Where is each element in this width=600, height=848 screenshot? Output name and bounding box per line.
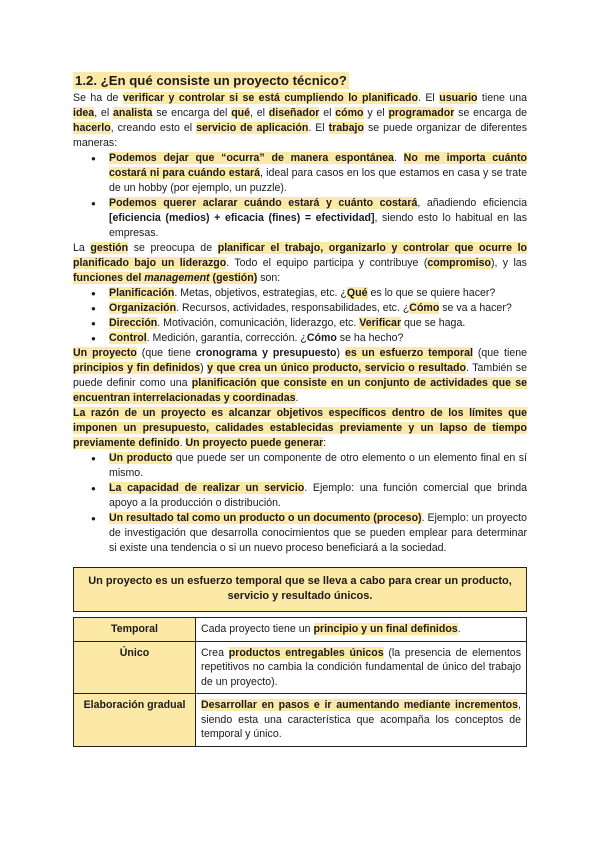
text-run: Verificar <box>359 317 402 329</box>
work-organization-list <box>73 151 527 241</box>
project-reason-paragraph <box>73 406 527 451</box>
list-item <box>109 331 527 346</box>
text-run: (gestión) <box>209 272 258 284</box>
intro-paragraph <box>73 91 527 151</box>
project-characteristics-table <box>73 567 527 747</box>
text-run: idea <box>73 107 95 119</box>
text-run: , el <box>94 107 113 119</box>
row-label: Único <box>74 641 196 694</box>
text-run: Un producto <box>109 452 173 464</box>
text-run: Dirección <box>109 317 158 329</box>
section-title: 1.2. ¿En qué consiste un proyecto técnico? <box>75 73 347 88</box>
text-run: servicio de aplicación <box>196 122 309 134</box>
row-label: Elaboración gradual <box>74 694 196 747</box>
text-run: . Recursos, actividades, responsabilidades, etc. ¿ <box>176 302 410 314</box>
text-run: Crea <box>201 646 229 659</box>
text-run: gestión <box>90 242 129 254</box>
text-run: , ideal para casos en los que estamos en casa y se trate de un hobby (por ejemplo, un puzzle). <box>109 167 528 194</box>
list-item <box>109 196 527 241</box>
text-run: trabajo <box>328 122 364 134</box>
text-run: se preocupa de <box>128 242 218 254</box>
text-run: management <box>144 272 210 284</box>
text-run: Cómo <box>306 332 337 344</box>
text-run: diseñador <box>268 107 320 119</box>
text-run: se ha hecho? <box>336 332 404 344</box>
text-run: . También se puede definir como una <box>73 362 527 389</box>
text-run: Planificación <box>109 287 175 299</box>
text-run: principio y un final definidos <box>313 623 458 635</box>
text-run: se encarga de <box>454 107 527 119</box>
text-run: , el <box>250 107 269 119</box>
text-run: se puede organizar de diferentes maneras: <box>73 122 527 149</box>
row-description <box>196 694 527 747</box>
project-outputs-list <box>73 451 527 556</box>
text-run: . Medición, garantía, corrección. ¿ <box>146 332 307 344</box>
text-run: . <box>393 152 404 164</box>
text-run: Cómo <box>409 302 440 314</box>
list-item <box>109 511 527 556</box>
text-run: La razón de un proyecto es alcanzar objetivos específicos dentro de los límites que imponen un presupuesto, calidades establecidas previamente y un lapso de tiempo previamente definido <box>73 407 527 449</box>
list-item <box>109 481 527 511</box>
text-run: Qué <box>346 287 368 299</box>
text-run: (que tiene <box>472 347 527 359</box>
text-run: planificar el trabajo, organizarlo y controlar que ocurre lo planificado bajo un liderazgo <box>73 242 527 269</box>
text-run: usuario <box>439 92 478 104</box>
text-run: y que crea un único producto, servicio o resultado <box>207 362 466 374</box>
text-run: es lo que se quiere hacer? <box>367 287 496 299</box>
list-item <box>109 451 527 481</box>
text-run: programador <box>388 107 455 119</box>
text-run: . El <box>308 122 329 134</box>
text-run: La <box>73 242 91 254</box>
text-run: Cada proyecto tiene un <box>201 623 314 635</box>
table-row <box>74 694 527 747</box>
document-content <box>73 72 527 747</box>
text-run: . <box>295 392 299 404</box>
text-run: ), y las <box>490 257 527 269</box>
management-functions-list <box>73 286 527 346</box>
text-run: se va a hacer? <box>439 302 512 314</box>
list-item <box>109 286 527 301</box>
text-run: Podemos dejar que “ocurra” de manera espontánea <box>109 152 394 164</box>
row-label: Temporal <box>74 618 196 642</box>
text-run: son: <box>257 272 281 284</box>
text-run: es un esfuerzo temporal <box>345 347 473 359</box>
text-run: Un resultado tal como un producto o un documento (proceso) <box>109 512 422 524</box>
text-run: el <box>319 107 336 119</box>
text-run: Desarrollar en pasos e ir aumentando mediante incrementos <box>201 699 519 711</box>
table-row <box>74 618 527 642</box>
text-run: y el <box>363 107 389 119</box>
text-run: analista <box>112 107 153 119</box>
table-row <box>74 641 527 694</box>
project-definition-paragraph <box>73 346 527 406</box>
text-run: Un proyecto puede generar <box>185 437 324 449</box>
row-description <box>196 641 527 694</box>
text-run: ) <box>336 347 345 359</box>
text-run: La capacidad de realizar un servicio <box>109 482 305 494</box>
text-run: Control <box>109 332 147 344</box>
table-header-row <box>74 568 527 612</box>
text-run: funciones del <box>73 272 145 284</box>
text-run: (que tiene <box>136 347 196 359</box>
list-item <box>109 316 527 331</box>
list-item <box>109 151 527 196</box>
table-header-cell: Un proyecto es un esfuerzo temporal que se lleva a cabo para crear un producto, servicio y resultado únicos. <box>74 568 527 612</box>
text-run: . Ejemplo: un proyecto de investigación que desarrolla conocimientos que se pueden emplear para determinar si existe una tendencia o si un nuevo proceso beneficiará a la sociedad. <box>109 512 528 554</box>
text-run: hacerlo <box>73 122 111 134</box>
text-run: , añadiendo eficiencia <box>417 197 528 209</box>
text-run: que se haga. <box>401 317 466 329</box>
text-run: qué <box>231 107 251 119</box>
text-run: planificación que consiste en un conjunto de actividades que se encuentran interrelacionadas y coordinadas <box>73 377 527 404</box>
text-run: . <box>179 437 186 449</box>
row-description <box>196 618 527 642</box>
text-run: se encarga del <box>152 107 232 119</box>
text-run: , siendo esta una característica que acompaña los conceptos de temporal y único. <box>201 699 521 740</box>
text-run: productos entregables únicos <box>228 646 384 659</box>
text-run: compromiso <box>427 257 491 269</box>
text-run: principios y fin definidos <box>73 362 201 374</box>
text-run: ) <box>200 362 208 374</box>
management-paragraph <box>73 241 527 286</box>
text-run: : <box>323 437 327 449</box>
text-run: , siendo esto lo habitual en las empresas. <box>109 212 527 239</box>
text-run: Podemos querer aclarar cuándo estará y cuánto costará <box>109 197 418 209</box>
text-run: No me importa cuánto costará ni para cuándo estará <box>109 152 527 179</box>
text-run: Organización <box>109 302 177 314</box>
text-run: . Motivación, comunicación, liderazgo, etc. <box>157 317 360 329</box>
text-run: . El <box>417 92 440 104</box>
text-run: [eficiencia (medios) + eficacia (fines) = efectividad] <box>109 212 375 224</box>
text-run: que puede ser un componente de otro elemento o un elemento final en sí mismo. <box>109 452 527 479</box>
text-run: cómo <box>335 107 364 119</box>
list-item <box>109 301 527 316</box>
text-run: tiene una <box>477 92 528 104</box>
text-run: , creando esto el <box>110 122 197 134</box>
text-run: cronograma y presupuesto <box>195 347 337 359</box>
text-run: . Metas, objetivos, estrategias, etc. ¿ <box>174 287 347 299</box>
text-run: . <box>457 623 461 635</box>
text-run: Se ha de <box>73 92 123 104</box>
text-run: . Ejemplo: una función comercial que brinda apoyo a la producción o distribución. <box>109 482 527 509</box>
text-run: verificar y controlar si se está cumpliendo lo planificado <box>122 92 418 104</box>
text-run: . Todo el equipo participa y contribuye ( <box>226 257 428 269</box>
text-run: (la presencia de elementos repetitivos no cambia la condición fundamental de único del trabajo de un proyecto). <box>201 646 521 688</box>
text-run: Un proyecto <box>73 347 137 359</box>
